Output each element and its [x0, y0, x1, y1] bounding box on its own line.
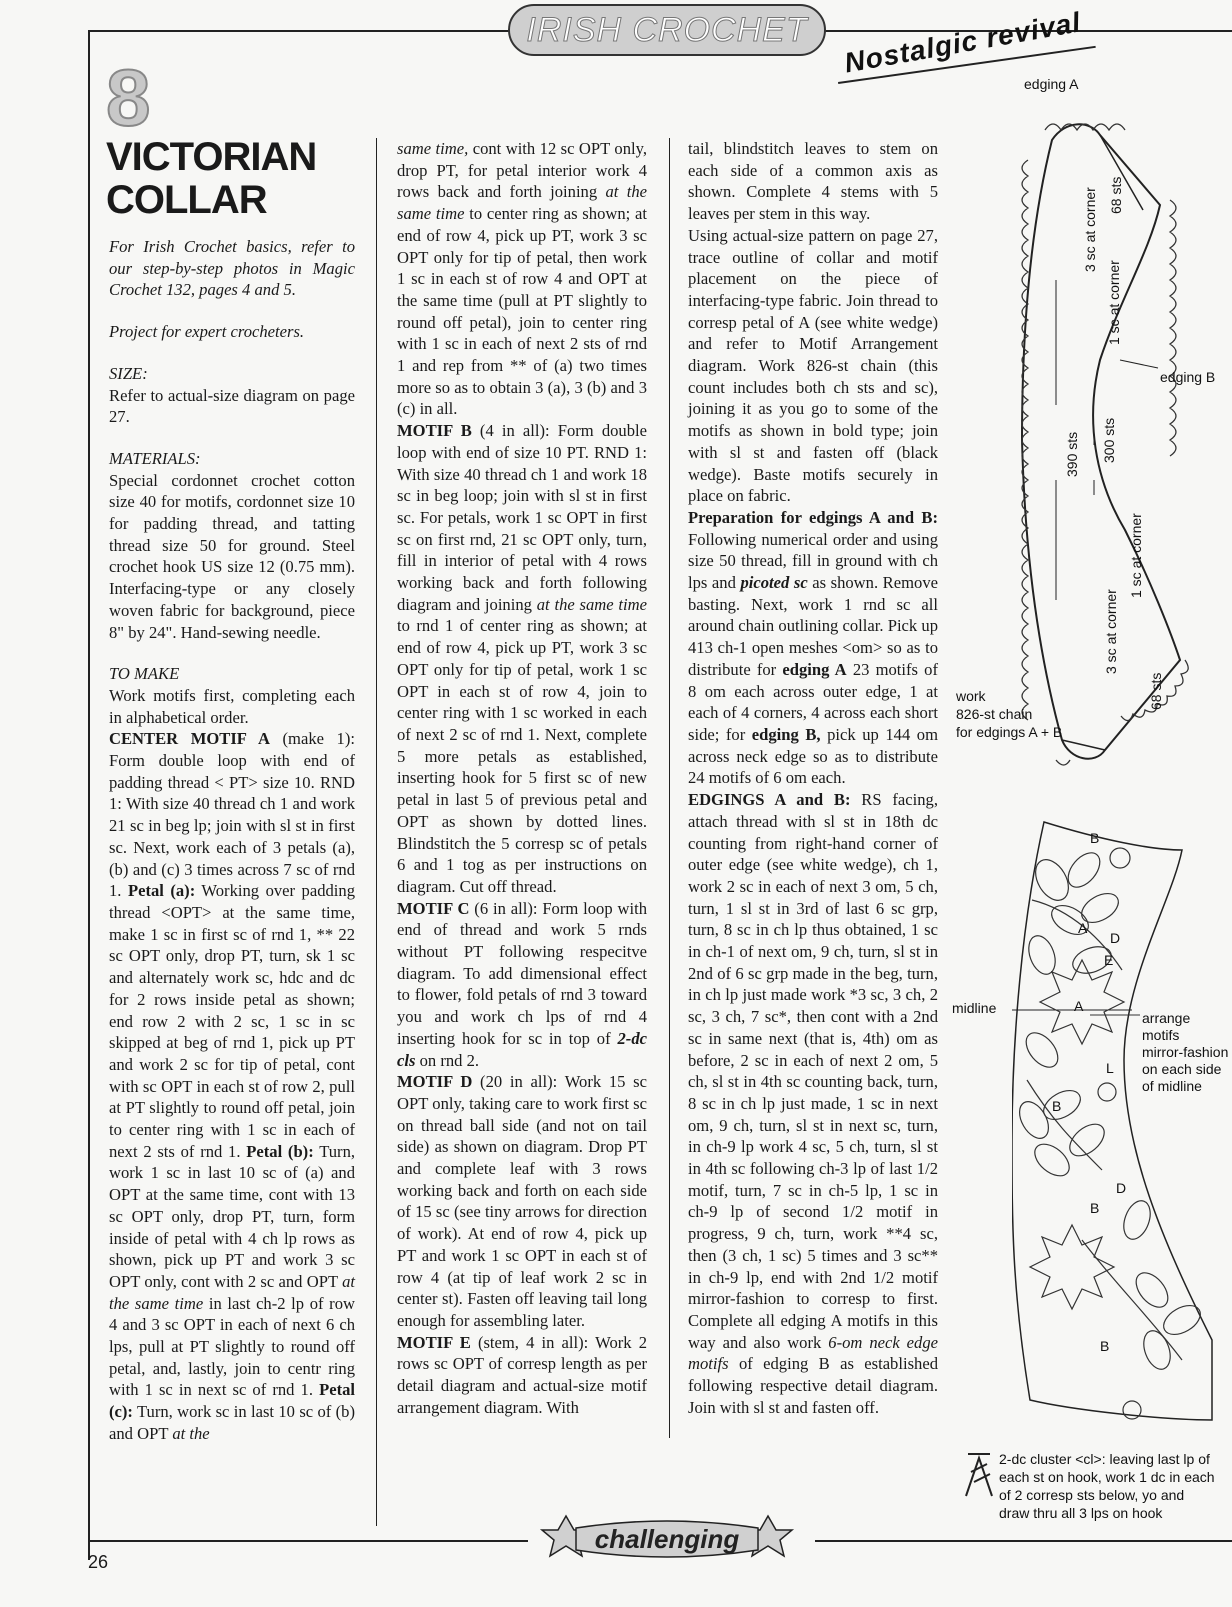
to-make-heading: TO MAKE: [109, 664, 180, 684]
legend-line-3: of 2 corresp sts below, yo and: [999, 1487, 1185, 1503]
motif-a-instructions: CENTER MOTIF A (make 1): Form double loop with end of padding thread < PT> size 10. RND 1: With size 40 thread ch 1 and work 21 sc in beg lp; join with sl st in first sc. Next, work each of 3 petals (a), (b) and (c) 3 times across 7 sc of rnd 1. Petal (a): Working over padding thread <OPT> at the same time, make 1 sc in first sc of rnd 1, ** 22 sc OPT only, drop PT, turn, sk 1 sc and alternately work sc, hdc and dc for 2 rows inside petal as shown; end row 2 with 2 sc, 1 sc in sc skipped at beg of rnd 1, pick up PT and work 2 sc for tip of petal, cont with sc OPT in each st of row 2, pull at PT slightly to round off petal, join to center ring with 1 sc in each of next 2 sts of rnd 1. Petal (b): Turn, work 1 sc in last 10 sc of (a) and OPT at the same time, cont with 13 sc OPT only, drop PT, turn, form inside of petal with 4 ch lp rows as shown, pick up PT and work 3 sc OPT only, cont with 2 sc and OPT at the same time in last ch-2 lp of row 4 and 3 sc OPT in each of next 6 ch lps, pull at PT slightly to round off petal, and, lastly, join to centr ring with 1 sc in next sc of rnd 1. Petal (c): Turn, work sc in last 10 sc of (b) and OPT at the: [109, 729, 356, 1443]
label-edging-a: edging A: [1024, 76, 1079, 92]
arrange-line-5: of midline: [1142, 1078, 1202, 1094]
section-title: IRISH CROCHET: [526, 10, 808, 49]
column-1: [109, 236, 355, 1445]
page-number: 26: [88, 1552, 109, 1572]
intro-basics: For Irish Crochet basics, refer to our step-by-step photos in Magic Crochet 132, pages 4 and 5.: [109, 237, 355, 300]
difficulty-badge: [536, 1510, 798, 1570]
motif-letter-5: A: [1074, 998, 1084, 1014]
arrange-arrow-icon: [1090, 1010, 1142, 1020]
motif-arrangement-diagram: [1012, 820, 1232, 1436]
label-1sc-corner-top: 1 sc at corner: [1106, 260, 1122, 345]
frame-bottom-right: [815, 1540, 1232, 1542]
difficulty-label: challenging: [594, 1524, 740, 1554]
motif-e-continued: tail, blindstitch leaves to stem on each side of a common axis as shown. Complete 4 stems with 5 leaves per stem in this way.: [688, 139, 938, 224]
section-banner: [508, 4, 826, 56]
materials-text: Special cordonnet crochet cotton size 40 for motifs, cordonnet size 10 for padding thread, and tatting thread size 50 for ground. Steel crochet hook US size 12 (0.75 mm). Interfacing-type or any closely woven fabric for background, piece 8" by 24". Hand-sewing needle.: [109, 470, 355, 642]
motif-letter-6: B: [1052, 1098, 1062, 1114]
motif-d-instructions: MOTIF D (20 in all): Work 15 sc OPT only, taking care to work first sc on thread ball side (and not on tail side) as shown on diagram. Drop PT and complete leaf with 3 rows working back and forth on each side of 15 sc (see tiny arrows for direction of work). At end of row 4, pick up PT and work 1 sc OPT in each st of row 4 (at tip of leaf work 2 sc in center st). Fasten off leaving tail long enough for assembling later.: [397, 1072, 648, 1330]
column-divider-2: [669, 138, 670, 1438]
motif-letter-9: D: [1116, 1180, 1127, 1196]
edgings-instructions: EDGINGS A and B: RS facing, attach thread with sl st in 18th dc counting from right-hand corner of outer edge (see white wedge), ch 1, work 2 sc in each of next 3 om, 5 ch, turn, 1 sl st in 3rd of last 6 sc grp, turn, 8 sc in ch lp thus obtained, 1 sc in ch-1 of next om, 9 ch, turn, sl st in 2nd of 6 sc grp made in the beg, turn, in ch lp just made work *3 sc, 3 ch, 2 sc, 3 ch, 7 sc*, then cont with a 2nd sc in same next (that is, 4th) om as before, 2 sc in each of next 2 om, 5 ch, sl st in 4th sc counting back, turn, 8 sc in ch lp just made, 1 sc in next om, 9 ch, turn, sl st in next sc, turn, in ch-9 lp work 4 sc, 5 ch, turn, sl st in 4th sc following ch-3 lp of last 1/2 motif, turn, 7 sc in ch-5 lp, 1 sc in ch-9 lp of second 1/2 motif in progress, 9 ch, turn, work **4 sc, then (3 ch, 1 sc) 5 times and 3 sc** in ch-9 lp, end with 2nd 1/2 motif mirror-fashion to corresp to first. Complete all edging A motifs in this way and also work 6-om neck edge motifs of edging B as established following respective detail diagram. Join with sl st and fasten off.: [688, 790, 938, 1417]
motif-c-instructions: MOTIF C (6 in all): Form loop with end of thread and work 5 rnds without PT following respecitve diagram. To add dimensional effect to flower, fold petals of rnd 3 toward you and work ch lps of rnd 4 inserting hook for sc in top of 2-dc cls on rnd 2.: [397, 898, 647, 1070]
preparation-instructions: Preparation for edgings A and B: Following numerical order and using size 50 thread, fill in ground with ch lps and picoted sc as shown. Remove basting. Next, work 1 rnd sc all around chain outlining collar. Pick up 413 ch-1 open meshes <om> so as to distribute for edging A 23 motifs of 8 om each across outer edge, 1 at each of 4 corners, 4 across each short side; for edging B, pick up 144 om across neck edge so as to distribute 24 motifs of 6 om each.: [688, 507, 938, 788]
legend-line-1: 2-dc cluster <cl>: leaving last lp of: [999, 1451, 1210, 1467]
size-text: Refer to actual-size diagram on page 27.: [109, 385, 355, 427]
label-3sc-corner-top: 3 sc at corner: [1082, 187, 1098, 272]
motif-b-instructions: MOTIF B (4 in all): Form double loop with end of size 10 PT. RND 1: With size 40 thread ch 1 and work 18 sc in beg loop; join with sl st in first sc. For petals, work 1 sc OPT in first sc on first rnd, 21 sc OPT only, turn, fill in interior of petal with 4 rows working back and forth following diagram and joining at the same time to rnd 1 of center ring as shown; at end of row 4, pick up PT, work 3 sc OPT only for tip of petal, work 1 sc OPT in each st of row 4, join to center ring with 1 sc worked in each of next 2 sc of rnd 1. Next, complete 5 more petals as established, inserting hook for 5 first sc of new petal in last 5 of previous petal and OPT as shown by dotted lines. Blindstitch the 5 corresp sc of petals 6 and 1 tog as per instructions on diagram. Cut off thread.: [397, 421, 647, 896]
legend-line-4: draw thru all 3 lps on hook: [999, 1505, 1163, 1521]
size-heading: SIZE:: [109, 363, 148, 383]
motif-letter-3: E: [1104, 952, 1114, 968]
project-title: [106, 136, 316, 222]
motif-letter-2: A: [1078, 920, 1088, 936]
arrange-line-3: mirror-fashion: [1142, 1044, 1229, 1060]
project-number: 8: [106, 53, 151, 142]
materials-heading: MATERIALS:: [109, 448, 201, 468]
legend-line-2: each st on hook, work 1 dc in each: [999, 1469, 1215, 1485]
arrange-line-1: arrange: [1142, 1010, 1191, 1026]
label-390sts: 390 sts: [1064, 431, 1080, 477]
motif-e-instructions: MOTIF E (stem, 4 in all): Work 2 rows sc OPT of corresp length as per detail diagram and actual-size motif arrangement diagram. With: [397, 1332, 647, 1417]
intro-level: Project for expert crocheters.: [109, 322, 305, 342]
title-line-2: COLLAR: [106, 178, 267, 222]
label-68sts-top: 68 sts: [1108, 176, 1124, 214]
column-3: [688, 138, 938, 1418]
label-300sts: 300 sts: [1101, 417, 1117, 463]
motif-letter-8: B: [1090, 1200, 1100, 1216]
label-for-edgings: for edgings A + B: [956, 724, 1063, 740]
label-chain: 826-st chain: [956, 706, 1033, 722]
label-68sts-bottom: 68 sts: [1148, 672, 1164, 710]
label-3sc-corner-bottom: 3 sc at corner: [1103, 589, 1119, 674]
label-edging-b: edging B: [1160, 369, 1216, 385]
motif-letter-10: B: [1100, 1338, 1110, 1354]
motif-letter-4: D: [1110, 930, 1121, 946]
label-midline: midline: [952, 1000, 997, 1016]
title-line-1: VICTORIAN: [106, 135, 317, 179]
motif-letter-1: B: [1090, 830, 1100, 846]
frame-bottom-left: [88, 1540, 528, 1542]
motif-a-continued: same time, cont with 12 sc OPT only, drop PT, for petal interior work 4 rows back and forth joining at the same time to center ring as shown; at end of row 4, pick up PT, work 3 sc OPT only for tip of petal, then work 1 sc in each st of row 4 and OPT at the same time (pull at PT slightly to round off petal), join to center ring with 1 sc in each of next 2 sts of rnd 1 and rep from ** of (a) two times more so as to obtain 3 (a), 3 (b) and 3 (c) in all.: [397, 139, 647, 419]
cluster-symbol-icon: [962, 1452, 996, 1498]
to-make-text: Work motifs first, completing each in alphabetical order.: [109, 685, 355, 727]
label-1sc-corner-bottom: 1 sc at corner: [1128, 513, 1144, 598]
label-work: work: [956, 688, 986, 704]
arrange-line-4: on each side: [1142, 1061, 1222, 1077]
arrange-line-2: motifs: [1142, 1027, 1180, 1043]
motif-letter-7: L: [1106, 1060, 1114, 1076]
column-divider-1: [376, 138, 377, 1526]
assembly-instructions: Using actual-size pattern on page 27, trace outline of collar and motif placement on the piece of interfacing-type fabric. Join thread to corresp petal of A (see white wedge) and refer to Motif Arrangement diagram. Work 826-st chain (this count includes both ch sts and sc), joining it as you go to some of the motifs as shown in bold type; join with sl st and fasten off (black wedge). Baste motifs securely in place on fabric.: [688, 225, 938, 506]
slogan: Nostalgic revival: [842, 6, 1084, 79]
column-2: [397, 138, 647, 1418]
